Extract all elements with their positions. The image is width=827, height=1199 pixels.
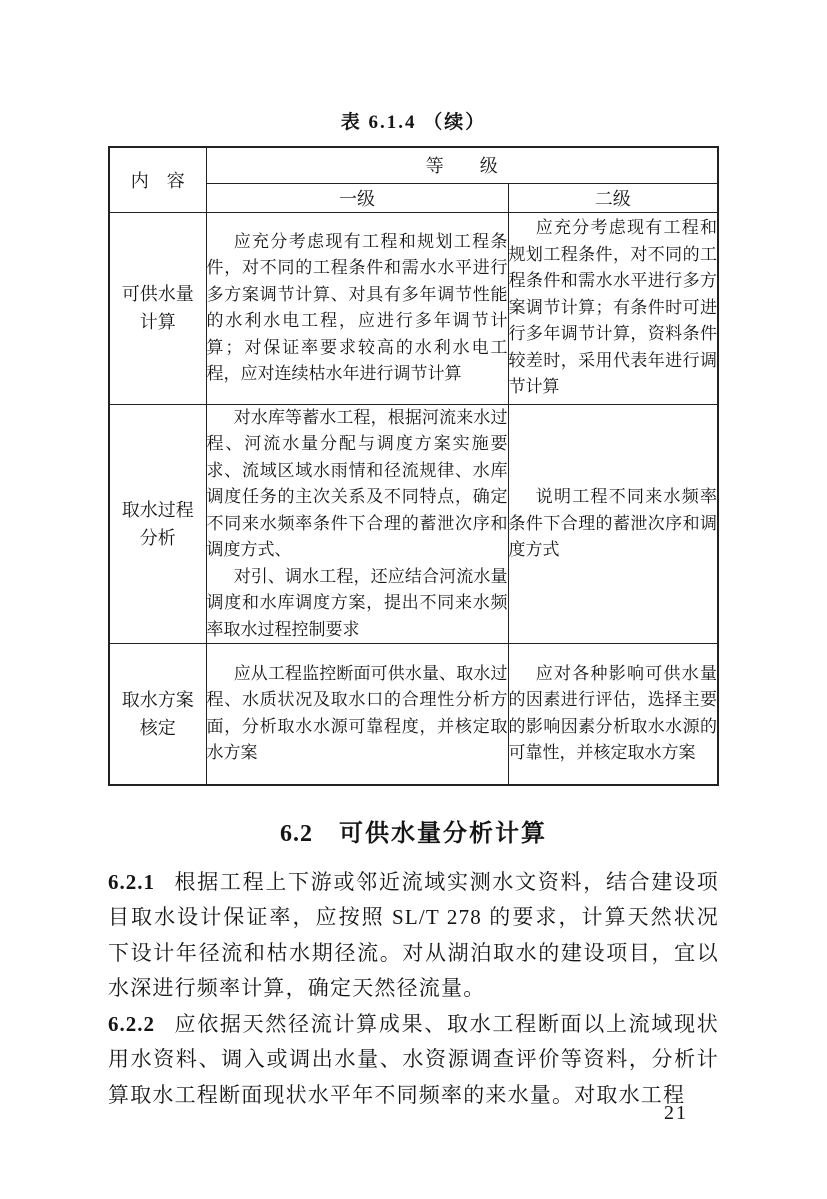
table-title: 表 6.1.4 （续）: [340, 112, 487, 133]
page-content: [108, 110, 719, 1113]
row-label-line: 可供水量: [121, 284, 194, 304]
clause-6-2-2: [108, 1007, 719, 1114]
cell-grade2: [508, 212, 718, 404]
header-cell-grade1: 一级: [206, 183, 508, 212]
row-label-line: 分析: [139, 527, 176, 548]
row-label-line: 取水方案: [121, 689, 194, 710]
section-number: 6.2: [280, 820, 313, 847]
section-title: 可供水量分析计算: [339, 820, 547, 847]
cell-grade1: [206, 404, 508, 644]
cell-paragraph: 应充分考虑现有工程和规划工程条件，对不同的工程条件和需水水平进行多方案调节计算、对具有多年调节性能的水利水电工程，应进行多年调节计算；对保证率要求较高的水利水电工程，应对连续枯水年进行调节计算: [206, 231, 508, 383]
header-cell-grade: 等 级: [206, 147, 718, 183]
row-label-intake-process: [109, 404, 206, 644]
header-cell-grade2: 二级: [508, 183, 718, 212]
table-header-row-grade: [109, 147, 718, 183]
clause-text: 应依据天然径流计算成果、取水工程断面以上流域现状用水资料、调入或调出水量、水资源调查评价等资料，分析计算取水工程断面现状水平年不同频率的来水量。对取水工程: [108, 1011, 719, 1107]
clause-text: 根据工程上下游或邻近流域实测水文资料，结合建设项目取水设计保证率，应按照 SL/T 278 的要求，计算天然状况下设计年径流和枯水期径流。对从湖泊取水的建设项目，宜以水深进行频率计算，确定天然径流量。: [108, 869, 719, 1000]
row-label-line: 核定: [139, 717, 176, 738]
cell-paragraph: 说明工程不同来水频率条件下合理的蓄泄次序和调度方式: [508, 487, 717, 559]
row-label-line: 取水过程: [121, 499, 194, 520]
spec-table: [108, 146, 719, 786]
cell-paragraph: 应对各种影响可供水量的因素进行评估，选择主要的影响因素分析取水水源的可靠性，并核定取水方案: [508, 663, 717, 763]
cell-grade1: [206, 644, 508, 785]
clause-number: 6.2.1: [108, 869, 155, 894]
cell-grade1: [206, 212, 508, 404]
cell-paragraph: 应充分考虑现有工程和规划工程条件，对不同的工程条件和需水水平进行多方案调节计算；有条件时可进行多年调节计算，资料条件较差时，采用代表年进行调节计算: [508, 218, 717, 397]
cell-paragraph: 应从工程监控断面可供水量、取水过程、水质状况及取水口的合理性分析方面，分析取水水源可靠程度，并核定取水方案: [206, 663, 508, 763]
header-cell-content: 内 容: [109, 147, 206, 212]
table-row: [109, 212, 718, 404]
cell-paragraph: 对引、调水工程，还应结合河流水量调度和水库调度方案，提出不同来水频率取水过程控制要求: [206, 566, 508, 639]
row-label-water-supply-calc: [109, 212, 206, 404]
row-label-line: 计算: [139, 312, 176, 332]
page-number: 21: [664, 1102, 688, 1124]
section-heading: [108, 818, 719, 850]
row-label-intake-scheme: [109, 644, 206, 785]
cell-grade2: [508, 404, 718, 644]
clause-6-2-1: [108, 865, 719, 1007]
table-row: [109, 404, 718, 644]
clause-number: 6.2.2: [108, 1011, 155, 1036]
table-row: [109, 644, 718, 785]
cell-grade2: [508, 644, 718, 785]
cell-paragraph: 对水库等蓄水工程，根据河流来水过程、河流水量分配与调度方案实施要求、流域区域水雨情和径流规律、水库调度任务的主次关系及不同特点，确定不同来水频率条件下合理的蓄泄次序和调度方式、: [206, 407, 508, 559]
